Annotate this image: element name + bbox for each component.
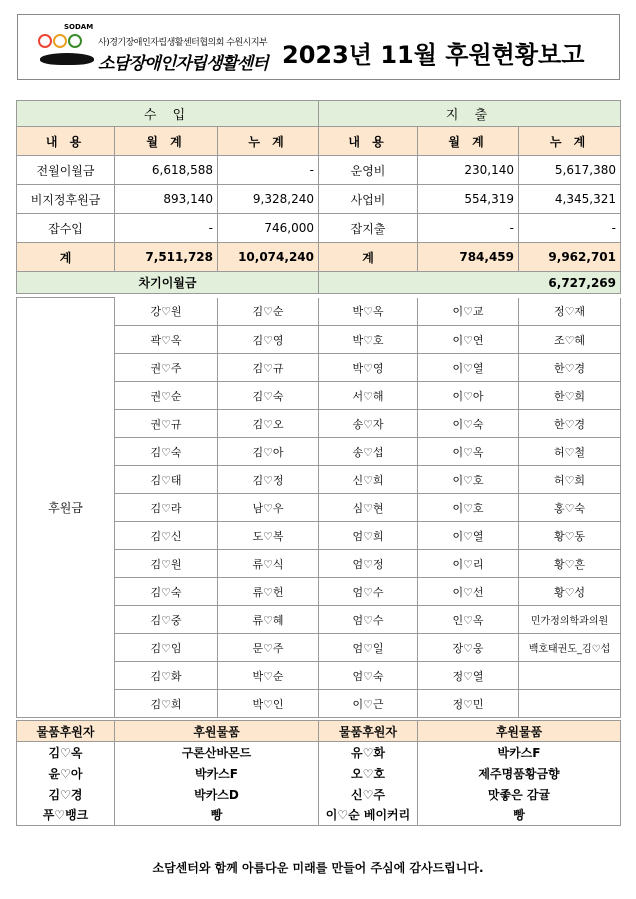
carryover-label: 차기이월금 <box>17 272 319 294</box>
donor-name: 권♡규 <box>115 410 218 438</box>
expense-total-label: 계 <box>319 243 418 272</box>
donor-name: 허♡철 <box>519 438 621 466</box>
donor-name: 황♡흔 <box>519 550 621 578</box>
donor-table <box>16 297 621 718</box>
expense-label: 잡지출 <box>319 214 418 243</box>
expense-total-cumulative: 9,962,701 <box>519 243 621 272</box>
item-donor: 윤♡아 <box>17 763 115 784</box>
org-affiliation: 사)경기장애인자립생활센터협의회 수원시지부 <box>98 38 268 48</box>
item-donor: 푸♡뱅크 <box>17 805 115 826</box>
donor-name <box>519 690 621 718</box>
expense-label: 사업비 <box>319 185 418 214</box>
expense-cumulative: 5,617,380 <box>519 156 621 185</box>
item-name-header: 후원물품 <box>418 721 621 742</box>
donor-name: 이♡호 <box>418 494 519 522</box>
income-label: 전월이월금 <box>17 156 115 185</box>
income-total-monthly: 7,511,728 <box>115 243 218 272</box>
donor-name: 황♡동 <box>519 522 621 550</box>
donor-name: 문♡주 <box>218 634 319 662</box>
item-name: 맛좋은 감귤 <box>418 784 621 805</box>
donor-name: 이♡열 <box>418 522 519 550</box>
finance-table <box>16 100 621 294</box>
donor-name: 권♡순 <box>115 382 218 410</box>
item-row <box>17 805 621 826</box>
logo-tag: SODAM <box>64 23 94 31</box>
donor-name: 김♡숙 <box>115 578 218 606</box>
page-title: 2023년 11월 후원현황보고 <box>282 41 585 69</box>
expense-monthly: 554,319 <box>418 185 519 214</box>
donor-name: 박♡순 <box>218 662 319 690</box>
donor-name: 김♡아 <box>218 438 319 466</box>
donor-name: 김♡원 <box>115 550 218 578</box>
expense-cumulative-header: 누 계 <box>519 127 621 156</box>
income-label: 잡수입 <box>17 214 115 243</box>
donor-name: 김♡숙 <box>218 382 319 410</box>
donor-name: 김♡화 <box>115 662 218 690</box>
carryover-value: 6,727,269 <box>319 272 621 294</box>
donor-name <box>519 662 621 690</box>
item-name: 구론산바몬드 <box>115 742 319 763</box>
donor-name: 이♡교 <box>418 298 519 326</box>
expense-cumulative: 4,345,321 <box>519 185 621 214</box>
donor-name: 민가정의학과의원 <box>519 606 621 634</box>
item-row <box>17 784 621 805</box>
table-row <box>17 156 621 185</box>
item-name: 빵 <box>115 805 319 826</box>
donor-name: 이♡선 <box>418 578 519 606</box>
donor-name: 박♡영 <box>319 354 418 382</box>
donor-name: 심♡현 <box>319 494 418 522</box>
donor-name: 김♡규 <box>218 354 319 382</box>
donor-name: 엄♡수 <box>319 606 418 634</box>
donor-name: 홍♡숙 <box>519 494 621 522</box>
org-name: 소담장애인자립생활센터 <box>98 54 268 74</box>
donor-name: 이♡연 <box>418 326 519 354</box>
donor-name: 박♡호 <box>319 326 418 354</box>
item-donor: 김♡옥 <box>17 742 115 763</box>
table-row <box>17 214 621 243</box>
carryover-row <box>17 272 621 294</box>
item-name: 박카스D <box>115 784 319 805</box>
item-name: 박카스F <box>115 763 319 784</box>
income-monthly: - <box>115 214 218 243</box>
donor-name: 이♡열 <box>418 354 519 382</box>
donor-name: 한♡경 <box>519 410 621 438</box>
item-name: 제주명품황금향 <box>418 763 621 784</box>
donor-name: 엄♡일 <box>319 634 418 662</box>
donor-name: 김♡희 <box>115 690 218 718</box>
expense-content-header: 내 용 <box>319 127 418 156</box>
donor-name: 김♡중 <box>115 606 218 634</box>
donor-name: 김♡영 <box>218 326 319 354</box>
donor-name: 허♡희 <box>519 466 621 494</box>
expense-label: 운영비 <box>319 156 418 185</box>
donor-name: 김♡태 <box>115 466 218 494</box>
income-cumulative: - <box>218 156 319 185</box>
donor-name: 곽♡옥 <box>115 326 218 354</box>
expense-monthly: 230,140 <box>418 156 519 185</box>
item-name-header: 후원물품 <box>115 721 319 742</box>
income-label: 비지정후원금 <box>17 185 115 214</box>
donor-name: 류♡헌 <box>218 578 319 606</box>
income-monthly-header: 월 계 <box>115 127 218 156</box>
expense-monthly: - <box>418 214 519 243</box>
expense-section-title: 지 출 <box>319 101 621 127</box>
item-donor: 신♡주 <box>319 784 418 805</box>
donor-name: 엄♡수 <box>319 578 418 606</box>
income-content-header: 내 용 <box>17 127 115 156</box>
income-monthly: 893,140 <box>115 185 218 214</box>
donor-name: 김♡임 <box>115 634 218 662</box>
table-row <box>17 185 621 214</box>
donor-row <box>17 298 621 326</box>
income-cumulative: 9,328,240 <box>218 185 319 214</box>
item-donor-header: 물품후원자 <box>319 721 418 742</box>
item-donor: 유♡화 <box>319 742 418 763</box>
donor-name: 한♡희 <box>519 382 621 410</box>
donor-name: 김♡오 <box>218 410 319 438</box>
donor-name: 송♡자 <box>319 410 418 438</box>
income-monthly: 6,618,588 <box>115 156 218 185</box>
income-cumulative: 746,000 <box>218 214 319 243</box>
donor-name: 엄♡정 <box>319 550 418 578</box>
income-section-title: 수 입 <box>17 101 319 127</box>
donor-name: 김♡정 <box>218 466 319 494</box>
donor-name: 서♡해 <box>319 382 418 410</box>
donor-name: 엄♡숙 <box>319 662 418 690</box>
item-donor: 이♡순 베이커리 <box>319 805 418 826</box>
item-name: 빵 <box>418 805 621 826</box>
expense-total-monthly: 784,459 <box>418 243 519 272</box>
donor-name: 김♡숙 <box>115 438 218 466</box>
total-row <box>17 243 621 272</box>
income-cumulative-header: 누 계 <box>218 127 319 156</box>
donor-name: 정♡재 <box>519 298 621 326</box>
donor-name: 이♡옥 <box>418 438 519 466</box>
donor-name: 류♡식 <box>218 550 319 578</box>
item-name: 박카스F <box>418 742 621 763</box>
donor-name: 류♡혜 <box>218 606 319 634</box>
donor-name: 이♡아 <box>418 382 519 410</box>
donor-name: 이♡호 <box>418 466 519 494</box>
donor-name: 한♡경 <box>519 354 621 382</box>
donor-name: 이♡숙 <box>418 410 519 438</box>
income-total-cumulative: 10,074,240 <box>218 243 319 272</box>
donor-name: 인♡옥 <box>418 606 519 634</box>
donor-name: 권♡주 <box>115 354 218 382</box>
donor-name: 이♡리 <box>418 550 519 578</box>
item-donor: 김♡경 <box>17 784 115 805</box>
expense-cumulative: - <box>519 214 621 243</box>
donor-name: 강♡원 <box>115 298 218 326</box>
donor-name: 장♡웅 <box>418 634 519 662</box>
expense-monthly-header: 월 계 <box>418 127 519 156</box>
section-header-row <box>17 101 621 127</box>
donor-name: 남♡우 <box>218 494 319 522</box>
item-row <box>17 763 621 784</box>
donor-name: 이♡근 <box>319 690 418 718</box>
thank-you-footer: 소담센터와 함께 아름다운 미래를 만들어 주심에 감사드립니다. <box>152 861 484 875</box>
donor-name: 정♡민 <box>418 690 519 718</box>
item-donation-table <box>16 720 621 826</box>
donor-name: 송♡섭 <box>319 438 418 466</box>
item-donor: 오♡호 <box>319 763 418 784</box>
donor-name: 김♡신 <box>115 522 218 550</box>
item-row <box>17 742 621 763</box>
donor-name: 엄♡희 <box>319 522 418 550</box>
donors-label: 후원금 <box>17 298 115 718</box>
donor-name: 도♡복 <box>218 522 319 550</box>
item-header-row <box>17 721 621 742</box>
donor-name: 박♡옥 <box>319 298 418 326</box>
donor-name: 김♡순 <box>218 298 319 326</box>
report-header <box>17 14 620 80</box>
item-donor-header: 물품후원자 <box>17 721 115 742</box>
column-header-row <box>17 127 621 156</box>
donor-name: 박♡인 <box>218 690 319 718</box>
donor-name: 조♡혜 <box>519 326 621 354</box>
donor-name: 황♡성 <box>519 578 621 606</box>
income-total-label: 계 <box>17 243 115 272</box>
donor-name: 정♡열 <box>418 662 519 690</box>
donor-name: 김♡라 <box>115 494 218 522</box>
donor-name: 백호태권도_김♡섭 <box>519 634 621 662</box>
donor-name: 신♡희 <box>319 466 418 494</box>
